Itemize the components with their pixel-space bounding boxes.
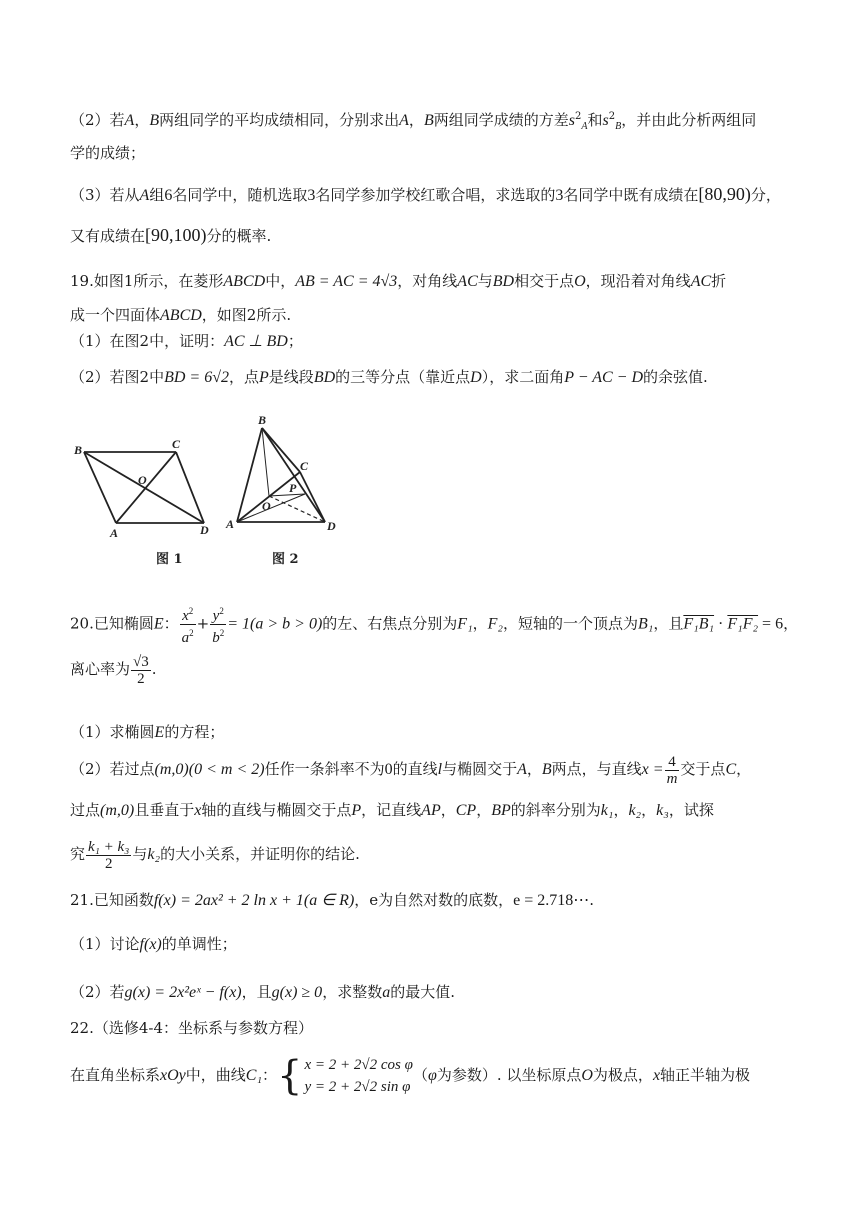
text: ，记直线 xyxy=(361,801,422,819)
text: 过点 xyxy=(70,801,101,819)
text: 22.（选修4-4：坐标系与参数方程） xyxy=(70,1019,314,1037)
text: 分， xyxy=(750,186,781,204)
text: ，如图2所示. xyxy=(201,306,292,324)
figure-svg xyxy=(72,410,372,585)
var: D xyxy=(470,369,482,386)
var: B₁ xyxy=(638,615,654,633)
var: ABCD xyxy=(223,273,266,290)
text: 的三等分点（靠近点 xyxy=(335,368,471,386)
text: （2）若 xyxy=(70,111,125,129)
var: x xyxy=(652,1067,661,1084)
edge-CD xyxy=(300,472,325,522)
text: 中，曲线 xyxy=(185,1066,246,1084)
equation: g(x) = 2x²eˣ − f(x) xyxy=(124,984,242,1001)
var: O xyxy=(581,1067,593,1084)
var-A: A xyxy=(139,187,150,204)
edge-AC xyxy=(237,472,300,522)
text: （1）求椭圆 xyxy=(70,723,155,741)
var: AP xyxy=(421,802,441,819)
figure-1 xyxy=(84,452,204,523)
vector: F₁B₁ xyxy=(683,615,715,633)
text: 学的成绩； xyxy=(70,144,146,162)
text: ； xyxy=(287,332,303,350)
q19-part2 xyxy=(70,364,800,391)
fig2-label-D: D xyxy=(327,519,336,533)
fraction-eccentricity xyxy=(131,654,151,687)
var-B: B xyxy=(149,112,160,129)
condition: (0 < m < 2) xyxy=(188,761,265,778)
equation: = 1(a > b > 0) xyxy=(227,615,323,633)
var: C₁ xyxy=(245,1067,263,1084)
text: 与 xyxy=(477,272,493,290)
num: 0 xyxy=(384,761,393,778)
var: A xyxy=(517,761,527,778)
text: 的直线 xyxy=(392,760,438,778)
text: ： xyxy=(262,1066,278,1084)
num: 3 xyxy=(307,187,316,204)
q18-part3-line1 xyxy=(70,181,800,209)
text: ， xyxy=(134,111,150,129)
var: l xyxy=(437,761,443,778)
num: 3 xyxy=(555,187,564,204)
text: ， xyxy=(408,111,424,129)
fraction-x2-a2 xyxy=(180,603,196,646)
sub: A xyxy=(581,121,588,132)
text: （1）讨论 xyxy=(70,935,140,953)
var: f(x) xyxy=(139,936,162,953)
diag-BD xyxy=(84,452,204,523)
text: 的单调性； xyxy=(161,935,237,953)
var-A: A xyxy=(399,112,409,129)
fig2-label-P: P xyxy=(289,481,297,495)
q21-part2 xyxy=(70,979,800,1006)
text: 任作一条斜率不为 xyxy=(264,760,385,778)
text: 为参数）. 以坐标原点 xyxy=(436,1066,582,1084)
q18-part2-line2 xyxy=(70,140,800,166)
q19-line2 xyxy=(70,302,800,329)
num: √3 xyxy=(133,653,149,670)
text: . xyxy=(151,660,157,678)
text: ， xyxy=(736,760,752,778)
den: 2 xyxy=(104,855,113,872)
fraction-y2-b2 xyxy=(210,603,226,646)
edge-BA xyxy=(237,428,262,522)
interval: [90,100) xyxy=(145,225,207,245)
q18-part2-line1 xyxy=(70,104,800,140)
text: （1）在图2中，证明： xyxy=(70,332,225,350)
var: ABCD xyxy=(160,307,202,324)
var-B: B xyxy=(423,112,434,129)
q19-line1 xyxy=(70,268,800,295)
q19-figures xyxy=(72,410,372,585)
fig1-label-B: B xyxy=(74,443,83,457)
var: B xyxy=(541,761,552,778)
sup: 2 xyxy=(219,628,225,638)
var-s: s xyxy=(602,112,609,129)
text: ： xyxy=(163,614,179,633)
text: 成一个四面体 xyxy=(70,306,161,324)
var: E xyxy=(153,615,164,633)
fig1-label-O: O xyxy=(138,473,147,487)
text: 名同学中，随机选取 xyxy=(172,186,308,204)
num: k₁ + k₃ xyxy=(88,838,130,855)
text: ， xyxy=(783,614,799,633)
text: ，对角线 xyxy=(397,272,458,290)
text: 与椭圆交于 xyxy=(442,760,518,778)
text: 与 xyxy=(132,845,148,863)
den: a xyxy=(181,630,190,646)
fig2-label-B: B xyxy=(258,413,267,427)
var: F₁ xyxy=(457,615,473,633)
var: k₁ xyxy=(600,802,614,819)
q18-part3-line2 xyxy=(70,222,800,249)
num: 4 xyxy=(665,754,680,771)
var: E xyxy=(154,724,165,741)
text: ，并由此分析两组同 xyxy=(621,111,757,129)
fraction-4-m xyxy=(665,754,680,787)
text: ，短轴的一个顶点为 xyxy=(503,614,639,633)
fig2-caption: 图 2 xyxy=(272,552,299,567)
text: 相交于点 xyxy=(514,272,575,290)
fig2-label-O: O xyxy=(262,499,271,513)
text: （3）若从 xyxy=(70,186,140,204)
text: ，e为自然对数的底数， xyxy=(354,891,514,909)
text: 的大小关系，并证明你的结论. xyxy=(160,845,360,863)
equation-system xyxy=(305,1054,413,1098)
text: 的斜率分别为 xyxy=(510,801,601,819)
diag-AC xyxy=(116,452,176,523)
var: BD xyxy=(492,273,515,290)
equation: BD = 6√2 xyxy=(164,369,229,386)
text: ，点 xyxy=(229,368,260,386)
point: (m,0) xyxy=(100,802,135,819)
text: 是线段 xyxy=(268,368,314,386)
var: F₂ xyxy=(487,615,503,633)
dot: · xyxy=(714,615,728,633)
text: 名同学中既有成绩在 xyxy=(563,186,699,204)
text: 两组同学的平均成绩相同，分别求出 xyxy=(159,111,400,129)
text: ，试探 xyxy=(668,801,714,819)
fig1-label-D: D xyxy=(200,523,209,537)
point: (m,0) xyxy=(154,761,189,778)
text: 分的概率. xyxy=(206,227,272,245)
fig1-label-A: A xyxy=(110,526,119,540)
var-s: s xyxy=(568,112,575,129)
text: ，且 xyxy=(653,614,684,633)
text: 为极点， xyxy=(592,1066,653,1084)
var: AC xyxy=(457,273,478,290)
var: k₂ xyxy=(628,802,642,819)
fig2-label-C: C xyxy=(300,459,309,473)
num: 6 xyxy=(164,187,173,204)
q20-line2 xyxy=(70,652,800,687)
equation: g(x) ≥ 0 xyxy=(271,984,323,1001)
q22-head xyxy=(70,1015,800,1041)
edge-AB xyxy=(84,452,116,523)
var: k₃ xyxy=(656,802,669,819)
var: AC xyxy=(690,273,712,290)
text: 轴的直线与椭圆交于点 xyxy=(201,801,352,819)
text: 又有成绩在 xyxy=(70,227,146,245)
var: O xyxy=(574,273,586,290)
text: 轴正半轴为极 xyxy=(660,1066,751,1084)
q20-line1: 20.已知椭圆E： $\frac{x^2}{a^2}$ + $\frac{y^2}{b^2}$ = 1(a > b > 0)的左、右焦点分别为F₁，F₂，短轴的一个顶点为B₁，且F₁B₁ · F₁F₂ = 6， xyxy=(70,603,800,646)
q21-part1 xyxy=(70,931,800,958)
text: 的余弦值. xyxy=(643,368,708,386)
var: k₂ xyxy=(147,846,161,863)
text: 交于点 xyxy=(680,760,726,778)
text: 名同学参加学校红歌合唱，求选取的 xyxy=(315,186,556,204)
equation: P − AC − D xyxy=(564,369,644,386)
equation: f(x) = 2ax² + 2 ln x + 1(a ∈ R) xyxy=(153,892,355,909)
fig1-label-C: C xyxy=(172,437,181,451)
text: 离心率为 xyxy=(70,660,131,678)
sup: 2 xyxy=(219,606,224,616)
q20-part2-line2: 过点(m,0)且垂直于x轴的直线与椭圆交于点P，记直线AP，CP，BP的斜率分别为k₁，k₂，k₃，试探 xyxy=(70,801,714,819)
text: 且垂直于 xyxy=(134,801,195,819)
text: 19.如图1所示，在菱形 xyxy=(70,272,224,290)
text: 两组同学成绩的方差 xyxy=(433,111,569,129)
text: 中， xyxy=(265,272,296,290)
text: 究 xyxy=(70,845,86,863)
sup: 2 xyxy=(189,628,194,638)
var: CP xyxy=(455,802,477,819)
sup: 2 xyxy=(188,606,194,616)
brace: { xyxy=(277,1053,303,1099)
equation: x = xyxy=(641,761,664,778)
interval: [80,90) xyxy=(698,184,751,204)
q20-part2-line3 xyxy=(70,836,800,873)
text: （2）若过点 xyxy=(70,760,155,778)
text: . xyxy=(589,891,595,909)
var: x xyxy=(194,802,202,819)
fraction-k xyxy=(86,839,131,872)
text: （2）若 xyxy=(70,983,125,1001)
q20-part2-line1: （2）若过点(m,0)(0 < m < 2)任作一条斜率不为0的直线l与椭圆交于A，B两点，与直线x = $\frac{4}{m}$ 交于点C， xyxy=(70,753,752,787)
text: 和 xyxy=(587,111,603,129)
var: P xyxy=(351,802,362,819)
text: 的左、右焦点分别为 xyxy=(322,614,458,633)
equation-x: x = 2 + 2√2 cos φ xyxy=(304,1057,413,1073)
var: xOy xyxy=(160,1067,186,1084)
var: a xyxy=(382,984,391,1001)
sup: 2 xyxy=(608,111,616,122)
text: 21.已知函数 xyxy=(70,891,154,909)
var: BP xyxy=(491,802,511,819)
text: 两点，与直线 xyxy=(551,760,642,778)
var: P xyxy=(259,369,269,386)
num: y xyxy=(212,608,220,624)
var: BD xyxy=(313,369,336,386)
fig1-caption: 图 1 xyxy=(156,552,183,567)
text: 的方程； xyxy=(164,723,225,741)
equation: AC ⊥ BD xyxy=(224,333,288,350)
den: m xyxy=(666,770,678,787)
q19-part1 xyxy=(70,328,800,355)
text: 的最大值. xyxy=(390,983,455,1001)
equation: AB = AC = 4√3 xyxy=(295,273,398,290)
var: C xyxy=(725,761,737,778)
equation: = 6 xyxy=(758,615,784,633)
text: 组 xyxy=(149,186,165,204)
equation-y: y = 2 + 2√2 sin φ xyxy=(304,1079,411,1095)
text: ），求二面角 xyxy=(481,368,565,386)
var: φ xyxy=(427,1067,437,1084)
sub: B xyxy=(615,121,622,132)
text: 折 xyxy=(711,272,727,290)
fig2-label-A: A xyxy=(226,517,235,531)
q22-line1 xyxy=(70,1052,800,1099)
edge-BC xyxy=(262,428,300,472)
text: （2）若图2中 xyxy=(70,368,165,386)
sup: 2 xyxy=(574,111,582,122)
text: ，且 xyxy=(241,983,272,1001)
text: ，现沿着对角线 xyxy=(585,272,691,290)
figure-2 xyxy=(237,428,325,522)
q21-line1 xyxy=(70,887,800,914)
vector: F₁F₂ xyxy=(727,615,759,633)
q20-part1 xyxy=(70,719,800,746)
den: b xyxy=(212,630,220,646)
den: 2 xyxy=(137,670,145,687)
text: 在直角坐标系 xyxy=(70,1066,161,1084)
text: 20.已知椭圆 xyxy=(70,614,154,633)
num: x xyxy=(182,608,189,624)
var-A: A xyxy=(124,112,135,129)
text: （ xyxy=(412,1066,428,1084)
text: ，求整数 xyxy=(322,983,383,1001)
edge-CD xyxy=(176,452,204,523)
equation: e = 2.718⋯ xyxy=(513,892,590,909)
